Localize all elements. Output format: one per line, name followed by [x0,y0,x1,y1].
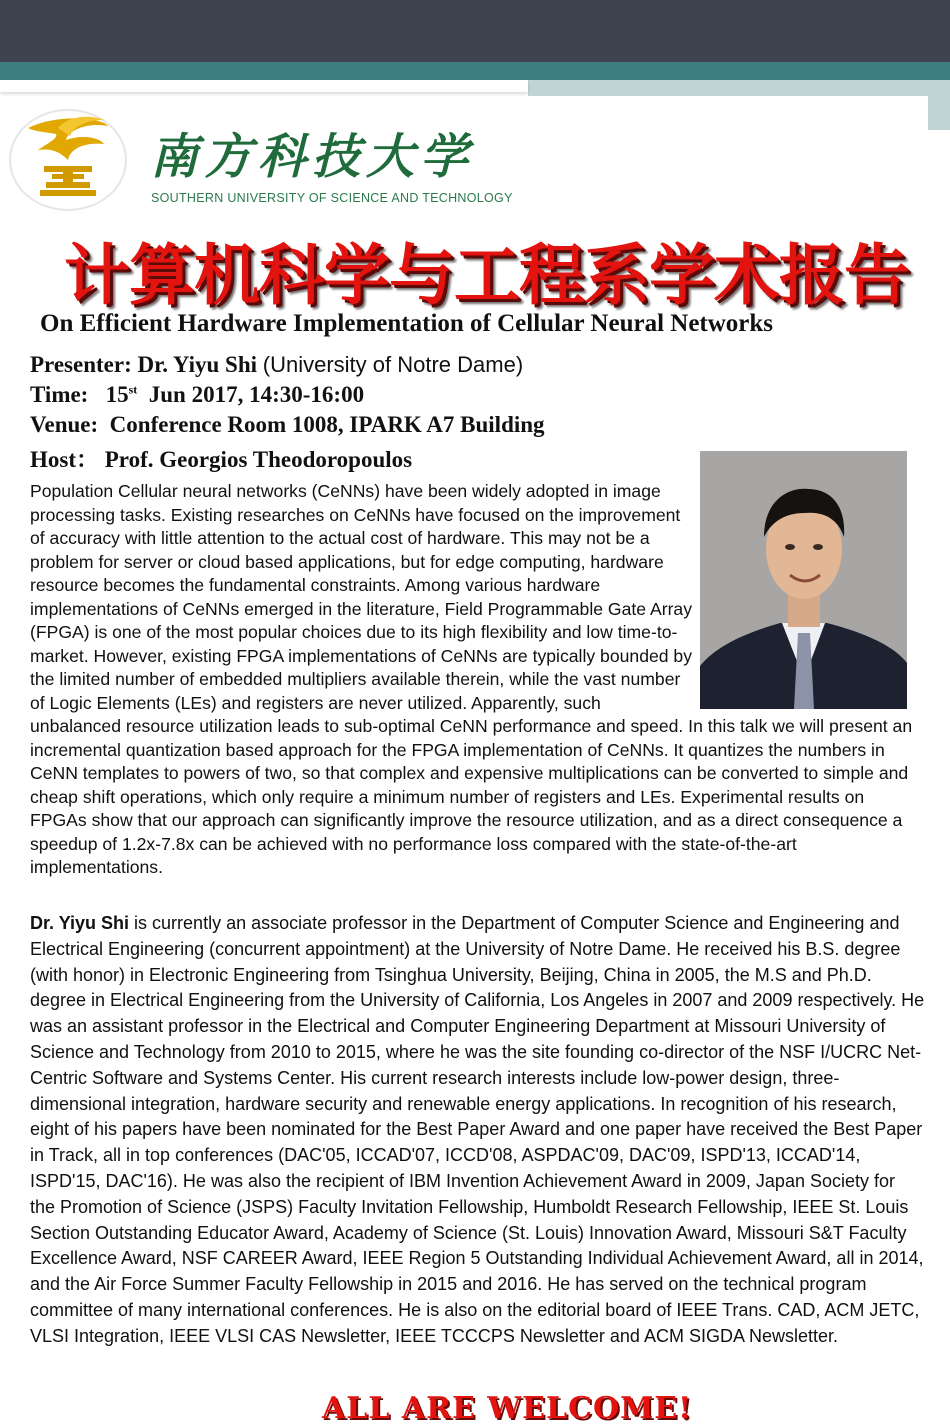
venue-value: Conference Room 1008, IPARK A7 Building [109,412,545,437]
presenter-affiliation: (University of Notre Dame) [262,352,524,377]
bio-paragraph [30,911,925,1350]
presenter-label: Presenter: [30,352,132,377]
time-day: 15 [105,382,129,407]
department-seminar-title: 计算机科学与工程系学术报告 [64,237,909,314]
header-light-band [528,80,950,96]
time-line [30,382,364,408]
header-light-band-corner [928,96,950,130]
header-dark-band [0,0,950,62]
photo-wrap-spacer [695,480,925,712]
welcome-banner: ALL ARE WELCOME! [322,1391,693,1426]
presenter-name: Dr. Yiyu Shi [137,352,258,377]
university-name-en: SOUTHERN UNIVERSITY OF SCIENCE AND TECHNOLOGY [151,191,513,205]
host-value: Prof. Georgios Theodoropoulos [104,447,413,472]
time-day-suffix: st [128,382,138,397]
bio-text: is currently an associate professor in the Department of Computer Science and Engineering and Electrical Engineering (concurrent appointment) at the University of Notre Dame. He received his B.S. degree (with honor) in Electronic Engineering from Tsinghua University, Beijing, China in 2005, the M.S and Ph.D. degree in Electrical Engineering from the University of California, Los Angeles in 2007 and 2009 respectively. He was an assistant professor in the Electrical and Computer Engineering Department at Missouri University of Science and Technology from 2010 to 2015, where he was the site founding co-director of the NSF I/UCRC Net-Centric Software and Systems Center. His current research interests include low-power design, three-dimensional integration, hardware security and renewable energy applications. In recognition of his research, eight of his papers have been nominated for the Best Paper Award and one paper have received the Best Paper in Track, all in top conferences (DAC'05, ICCAD'07, ICCD'08, ASPDAC'09, DAC'09, ISPD'13, ICCAD'14, ISPD'15, DAC'16). He was also the recipient of IBM Invention Achievement Award in 2009, Japan Society for the Promotion of Science (JSPS) Faculty Invitation Fellowship, Humboldt Research Fellowship, IEEE St. Louis Section Outstanding Educator Award, Academy of Science (St. Louis) Innovation Award, Missouri S&T Faculty Excellence Award, NSF CAREER Award, IEEE Region 5 Outstanding Individual Achievement Award, all in 2014, and the Air Force Summer Faculty Fellowship in 2015 and 2016. He has served on the technical program committee of many international conferences. He is also on the editorial board of IEEE Trans. CAD, ACM JETC, VLSI Integration, IEEE VLSI CAS Newsletter, IEEE TCCCPS Newsletter and ACM SIGDA Newsletter. [30,913,925,1346]
host-line [30,441,412,474]
abstract-text: Population Cellular neural networks (CeNNs) have been widely adopted in image processing tasks. Existing researches on CeNNs have focused on the improvement of accuracy with little attention to the actual cost of hardware. This may not be a problem for server or cloud based applications, but for edge computing, hardware resource becomes the fundamental constraints. Among various hardware implementations of CeNNs emerged in the literature, Field Programmable Gate Array (FPGA) is one of the most popular choices due to its high flexibility and low time-to-market. However, existing FPGA implementations of CeNNs are typically bounded by the limited number of embedded multipliers available therein, while the vast number of Logic Elements (LEs) and registers are never utilized. Apparently, such unbalanced resource utilization leads to sub-optimal CeNN performance and speed. In this talk we will present an incremental quantization based approach for the FPGA implementation of CeNNs. It quantizes the numbers in CeNN templates to powers of two, so that complex and expensive multiplications can be converted to simple and cheap shift operations, which only require a minimum number of registers and LEs. Experimental results on FPGAs show that our approach can significantly improve the resource utilization, and as a direct consequence a speedup of 1.2x-7.8x can be achieved with no performance loss compared with the state-of-the-art implementations. [30,481,913,877]
university-name-cn: 南方科技大学 [150,129,475,185]
time-value: Jun 2017, 14:30-16:00 [148,382,365,407]
venue-label: Venue: [30,412,99,437]
presenter-line [30,352,523,378]
host-label: Host： [30,447,99,472]
venue-line [30,412,545,438]
time-label: Time: [30,382,89,407]
talk-title: On Efficient Hardware Implementation of Cellular Neural Networks [40,310,774,337]
bio-name: Dr. Yiyu Shi [30,913,130,933]
header-white-strip [0,80,528,92]
university-logo-icon [8,108,128,212]
abstract-paragraph [30,480,925,880]
header-teal-band [0,62,950,80]
